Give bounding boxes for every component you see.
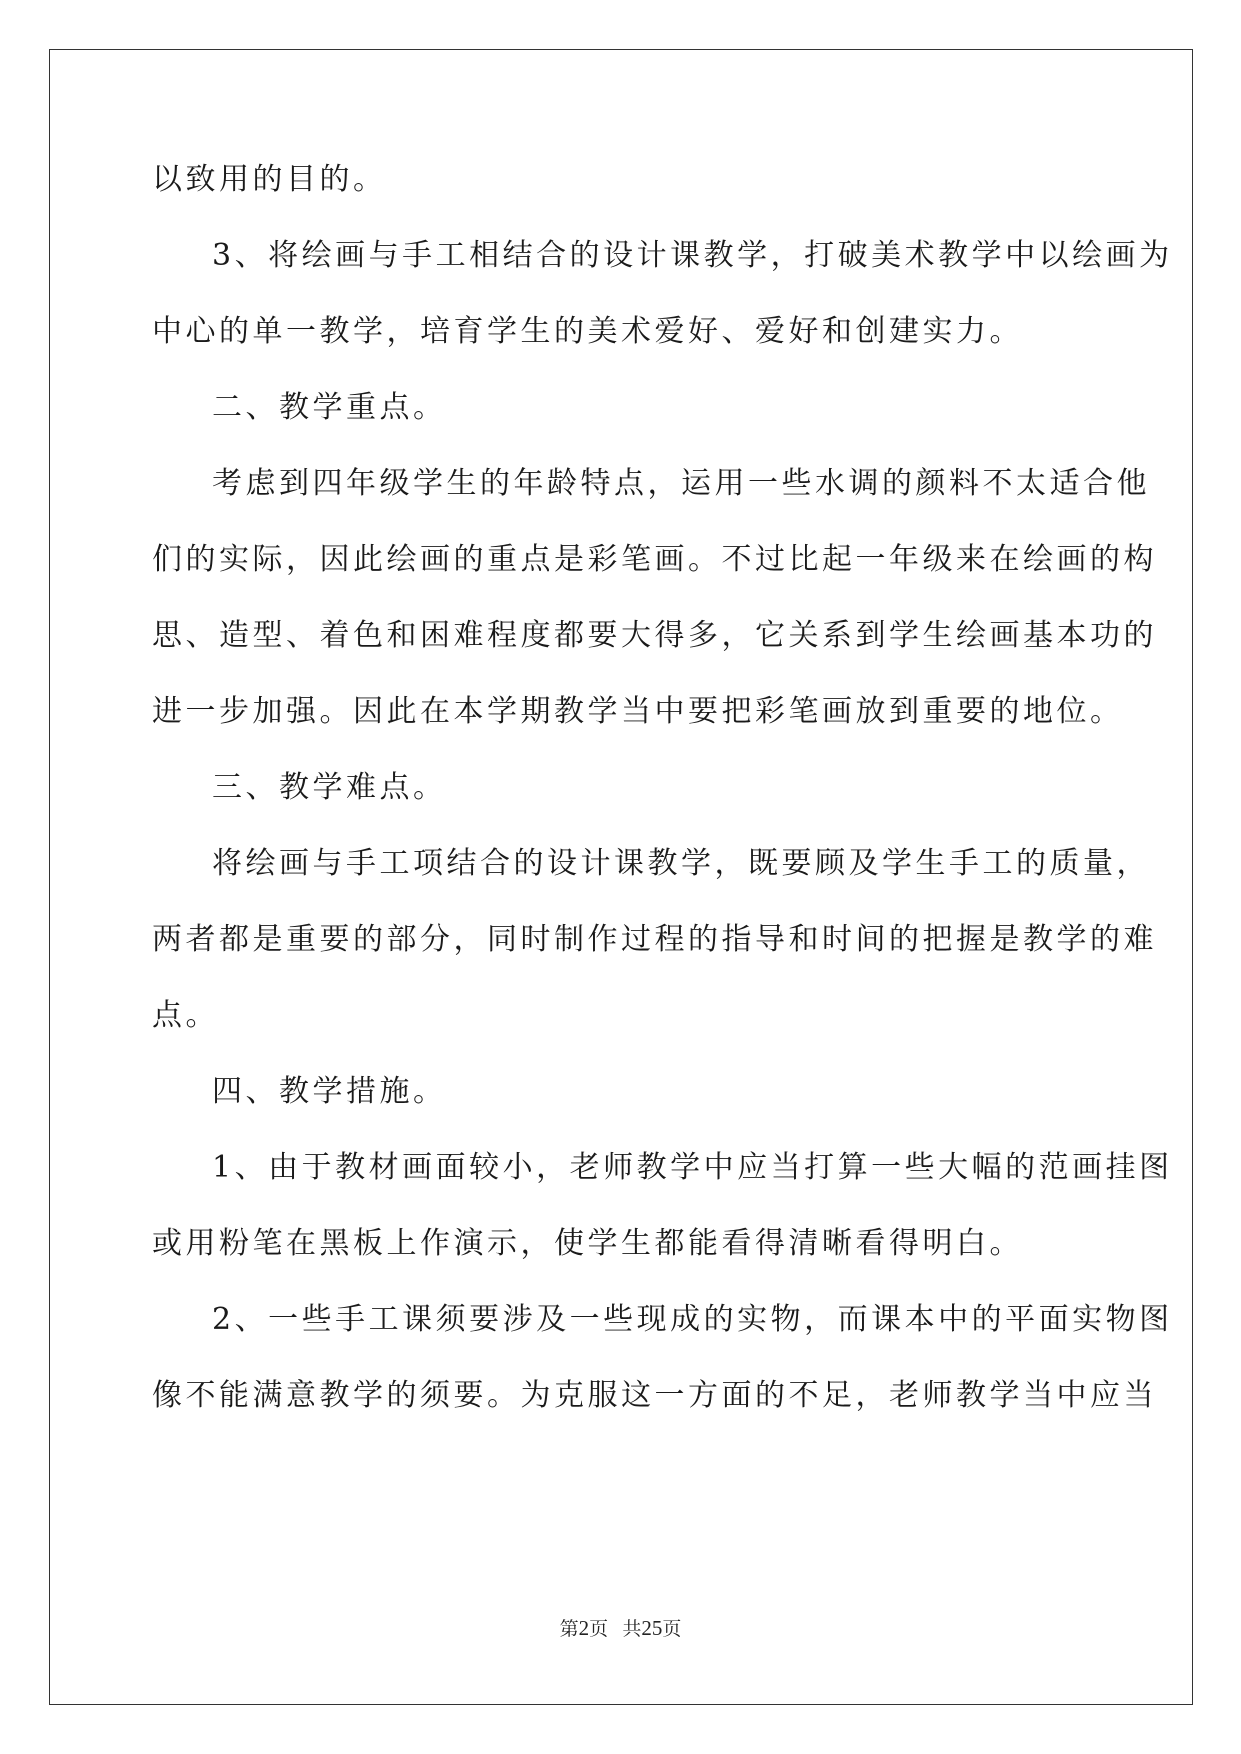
text-line: 点。 — [152, 998, 219, 1033]
text-line: 3、将绘画与手工相结合的设计课教学，打破美术教学中以绘画为 — [212, 238, 1173, 273]
page-number: 2 — [578, 1616, 590, 1640]
footer-total-suffix: 页 — [662, 1619, 682, 1640]
footer-page-suffix: 页 — [589, 1619, 609, 1640]
text-line: 进一步加强。因此在本学期教学当中要把彩笔画放到重要的地位。 — [152, 694, 1124, 729]
section-heading: 三、教学难点。 — [212, 770, 447, 805]
footer-prefix: 第 — [559, 1619, 579, 1640]
footer-total-prefix: 共 — [622, 1619, 642, 1640]
page-footer — [0, 1616, 1241, 1642]
section-heading: 二、教学重点。 — [212, 390, 447, 425]
text-line: 将绘画与手工项结合的设计课教学，既要顾及学生手工的质量， — [212, 846, 1150, 881]
text-line: 像不能满意教学的须要。为克服这一方面的不足，老师教学当中应当 — [152, 1378, 1157, 1413]
text-line: 思、造型、着色和困难程度都要大得多，它关系到学生绘画基本功的 — [152, 618, 1157, 653]
text-line: 以致用的目的。 — [152, 162, 387, 197]
text-line: 2、一些手工课须要涉及一些现成的实物，而课本中的平面实物图 — [212, 1302, 1173, 1337]
text-line: 们的实际，因此绘画的重点是彩笔画。不过比起一年级来在绘画的构 — [152, 542, 1157, 577]
text-line: 考虑到四年级学生的年龄特点，运用一些水调的颜料不太适合他 — [212, 466, 1150, 501]
text-line: 两者都是重要的部分，同时制作过程的指导和时间的把握是教学的难 — [152, 922, 1157, 957]
text-line: 或用粉笔在黑板上作演示，使学生都能看得清晰看得明白。 — [152, 1226, 1023, 1261]
text-line: 中心的单一教学，培育学生的美术爱好、爱好和创建实力。 — [152, 314, 1023, 349]
text-line: 1、由于教材画面较小，老师教学中应当打算一些大幅的范画挂图 — [212, 1150, 1173, 1185]
total-pages: 25 — [641, 1616, 663, 1640]
section-heading: 四、教学措施。 — [212, 1074, 447, 1109]
